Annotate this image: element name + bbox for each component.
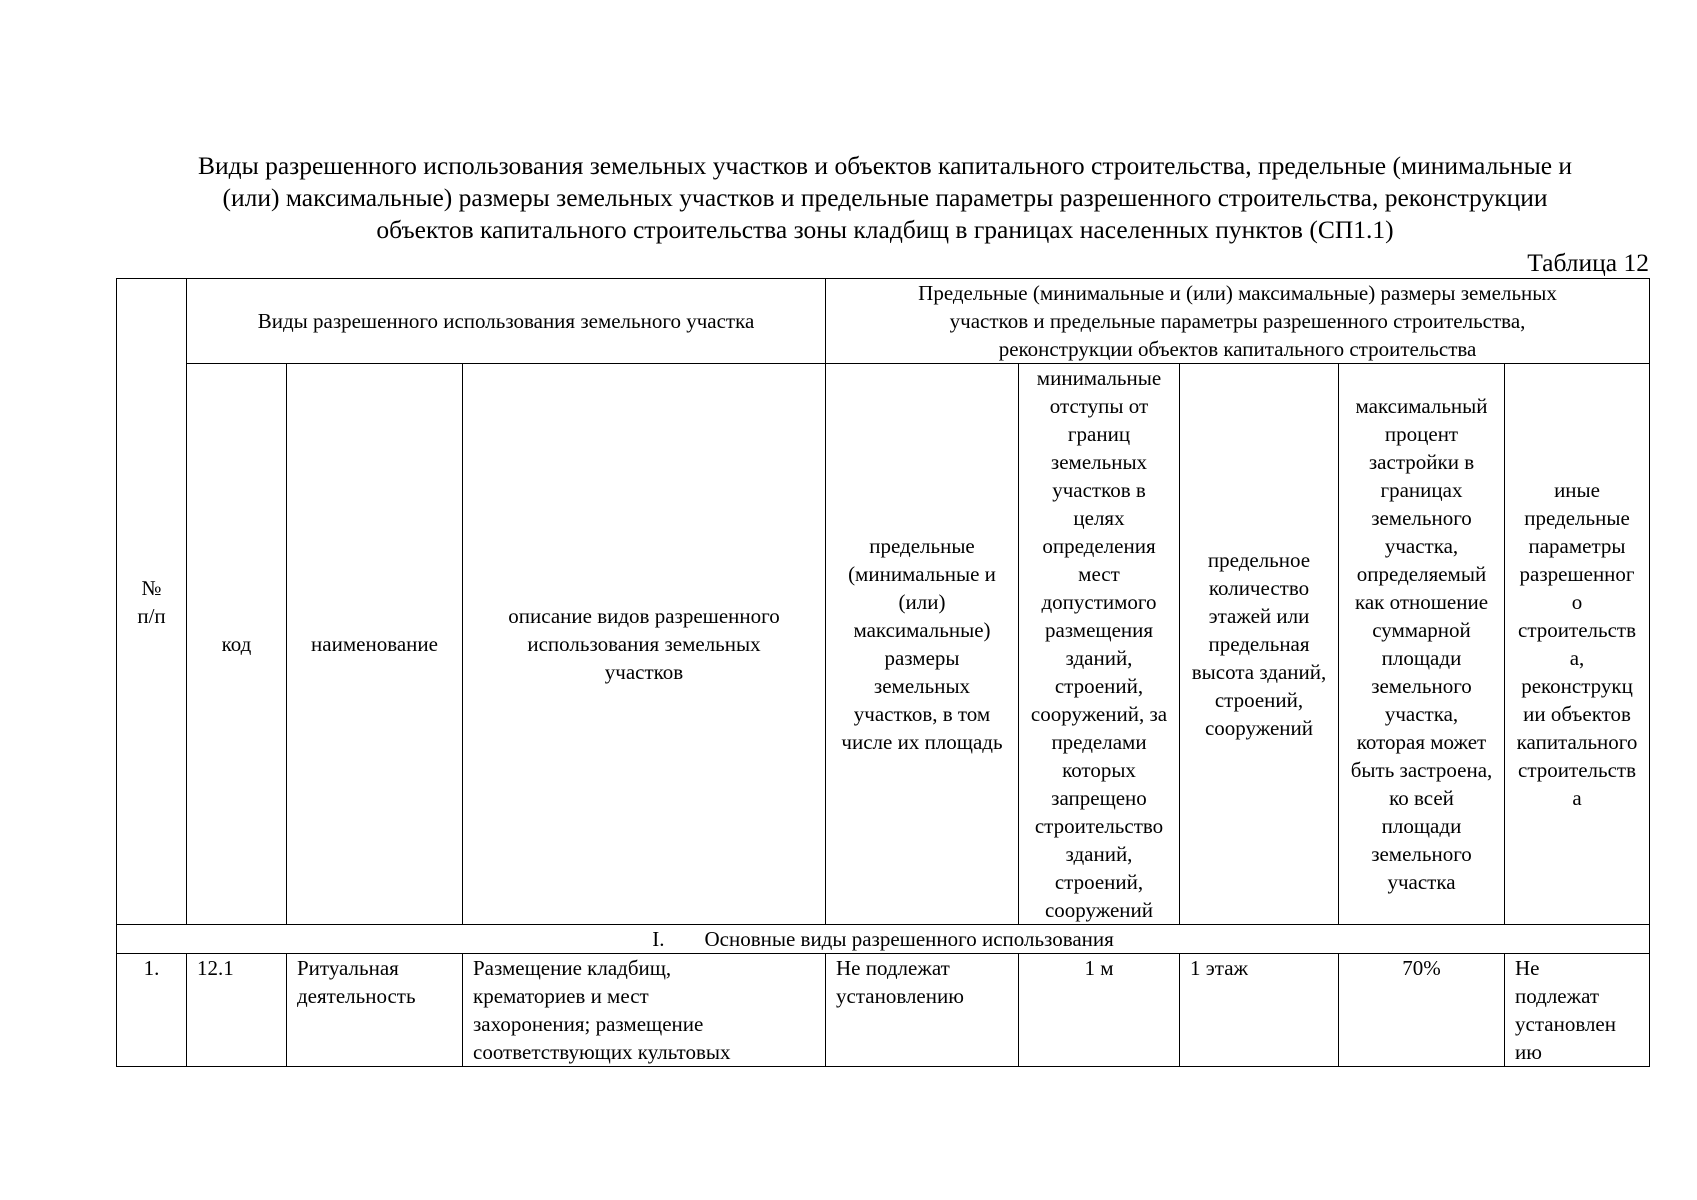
header-text-line: капитального	[1516, 730, 1638, 754]
header-text-line: предельные	[1524, 506, 1630, 530]
header-text-line: отступы от	[1049, 394, 1149, 418]
header-floors	[1180, 364, 1339, 925]
header-text-line: строений,	[1214, 688, 1304, 712]
cell-text-line: подлежат	[1515, 984, 1600, 1008]
header-text-line: зданий,	[1065, 646, 1133, 670]
header-text-line: определяемый	[1356, 562, 1487, 586]
header-text-line: о	[1571, 590, 1583, 614]
header-text-line: земельного	[1371, 506, 1472, 530]
cell-setback: 1 м	[1019, 954, 1180, 1067]
header-text-line: параметры	[1528, 534, 1626, 558]
header-text-line: площади	[1381, 646, 1462, 670]
header-text-line: предельные	[869, 534, 975, 558]
header-text-line: границ	[1067, 422, 1131, 446]
header-text-line: использования земельных	[527, 632, 761, 656]
header-text-line: участка,	[1384, 534, 1459, 558]
header-text-line: участка,	[1384, 702, 1459, 726]
section-number: I.	[652, 927, 665, 951]
header-text-line: пределами	[1051, 730, 1147, 754]
cell-name	[287, 954, 463, 1067]
header-text-line: максимальные)	[853, 618, 991, 642]
header-text-line: суммарной	[1372, 618, 1471, 642]
title-line: объектов капитального строительства зоны кладбищ в границах населенных пунктов (СП1.1)	[376, 215, 1394, 244]
cell-size	[826, 954, 1019, 1067]
header-text-line: строительство	[1034, 814, 1164, 838]
header-text-line: а,	[1569, 646, 1585, 670]
cell-text-line: ию	[1515, 1040, 1542, 1064]
header-text-line: земельных	[1050, 450, 1148, 474]
header-text-line: (минимальные и	[848, 562, 996, 586]
cell-text-line: соответствующих культовых	[473, 1040, 731, 1064]
header-name: наименование	[287, 364, 463, 925]
header-text-line: земельных	[873, 674, 971, 698]
header-text-line: №	[141, 575, 162, 600]
cell-text-line: Ритуальная	[297, 956, 399, 980]
cell-text-line: Размещение кладбищ,	[473, 956, 672, 980]
header-setback	[1019, 364, 1180, 925]
header-text-line: границах	[1380, 478, 1463, 502]
header-text-line: размеры	[884, 646, 960, 670]
regulations-table	[116, 278, 1650, 1067]
header-text-line: которых	[1062, 758, 1136, 782]
header-text-line: запрещено	[1051, 786, 1147, 810]
header-group-use: Виды разрешенного использования земельного участка	[187, 279, 826, 364]
header-text-line: быть застроена,	[1350, 758, 1493, 782]
header-text-line: площади	[1381, 814, 1462, 838]
header-text-line: а	[1572, 786, 1582, 810]
header-text-line: участков в	[1052, 478, 1146, 502]
header-text-line: иные	[1554, 478, 1600, 502]
header-text-line: участков	[604, 660, 684, 684]
cell-text-line: крематориев и мест	[473, 984, 649, 1008]
header-text-line: реконструкции объектов капитального строительства	[998, 337, 1477, 361]
header-code: код	[187, 364, 287, 925]
header-text-line: мест	[1078, 562, 1120, 586]
cell-text-line: захоронения; размещение	[473, 1012, 704, 1036]
cell-text-line: установлению	[836, 984, 964, 1008]
header-text-line: предельная	[1208, 632, 1310, 656]
header-text-line: процент	[1384, 422, 1459, 446]
header-row-groups	[117, 279, 1650, 364]
header-text-line: описание видов разрешенного	[508, 604, 780, 628]
header-text-line: (или)	[898, 590, 946, 614]
header-group-limits	[826, 279, 1650, 364]
header-other	[1505, 364, 1650, 925]
header-text-line: целях	[1073, 506, 1125, 530]
header-text-line: предельное	[1207, 548, 1311, 572]
section-title: Основные виды разрешенного использования	[704, 927, 1114, 951]
header-text-line: п/п	[137, 603, 166, 628]
header-text-line: сооружений	[1044, 898, 1154, 922]
cell-percent: 70%	[1339, 954, 1505, 1067]
header-text-line: которая может	[1356, 730, 1487, 754]
header-text-line: допустимого	[1041, 590, 1157, 614]
cell-code: 12.1	[187, 954, 287, 1067]
header-size	[826, 364, 1019, 925]
header-text-line: сооружений, за	[1030, 702, 1168, 726]
header-text-line: зданий,	[1065, 842, 1133, 866]
header-text-line: строительств	[1518, 758, 1637, 782]
header-text-line: реконструкц	[1521, 674, 1633, 698]
header-text-line: размещения	[1044, 618, 1154, 642]
header-text-line: как отношение	[1354, 590, 1489, 614]
header-text-line: этажей или	[1208, 604, 1310, 628]
header-text-line: минимальные	[1036, 366, 1162, 390]
header-text-line: сооружений	[1204, 716, 1314, 740]
header-text-line: максимальный	[1355, 394, 1488, 418]
cell-floors: 1 этаж	[1180, 954, 1339, 1067]
cell-num: 1.	[117, 954, 187, 1067]
header-text-line: ко всей	[1389, 786, 1454, 810]
cell-desc	[463, 954, 826, 1067]
section-heading	[117, 925, 1650, 954]
table-label: Таблица 12	[1527, 248, 1649, 277]
header-text-line: участков, в том	[853, 702, 991, 726]
cell-text-line: Не подлежат	[836, 956, 950, 980]
header-text-line: разрешенног	[1519, 562, 1635, 586]
header-text-line: высота зданий,	[1191, 660, 1327, 684]
header-percent	[1339, 364, 1505, 925]
header-num	[117, 279, 187, 925]
header-text-line: числе их площадь	[841, 730, 1003, 754]
header-text-line: земельного	[1371, 674, 1472, 698]
section-row	[117, 925, 1650, 954]
header-text-line: участка	[1387, 870, 1456, 894]
header-text-line: участков и предельные параметры разрешенного строительства,	[949, 309, 1526, 333]
title-line: Виды разрешенного использования земельных участков и объектов капитального строительства, предельные (минимальные и	[197, 151, 1573, 180]
header-text-line: застройки в	[1368, 450, 1475, 474]
cell-text-line: установлен	[1515, 1012, 1616, 1036]
document-title	[110, 150, 1660, 246]
title-line: (или) максимальные) размеры земельных участков и предельные параметры разрешенного строительства, реконструкции	[222, 183, 1548, 212]
cell-other	[1505, 954, 1650, 1067]
header-text-line: Предельные (минимальные и (или) максимальные) размеры земельных	[918, 281, 1557, 305]
header-desc	[463, 364, 826, 925]
cell-text-line: Не	[1515, 956, 1540, 980]
header-text-line: количество	[1208, 576, 1310, 600]
header-row-columns	[117, 364, 1650, 925]
table-row	[117, 954, 1650, 1067]
header-text-line: строений,	[1054, 674, 1144, 698]
cell-text-line: деятельность	[297, 984, 416, 1008]
header-text-line: строительств	[1518, 618, 1637, 642]
header-text-line: строений,	[1054, 870, 1144, 894]
header-text-line: ии объектов	[1523, 702, 1631, 726]
header-text-line: определения	[1042, 534, 1156, 558]
header-text-line: земельного	[1371, 842, 1472, 866]
